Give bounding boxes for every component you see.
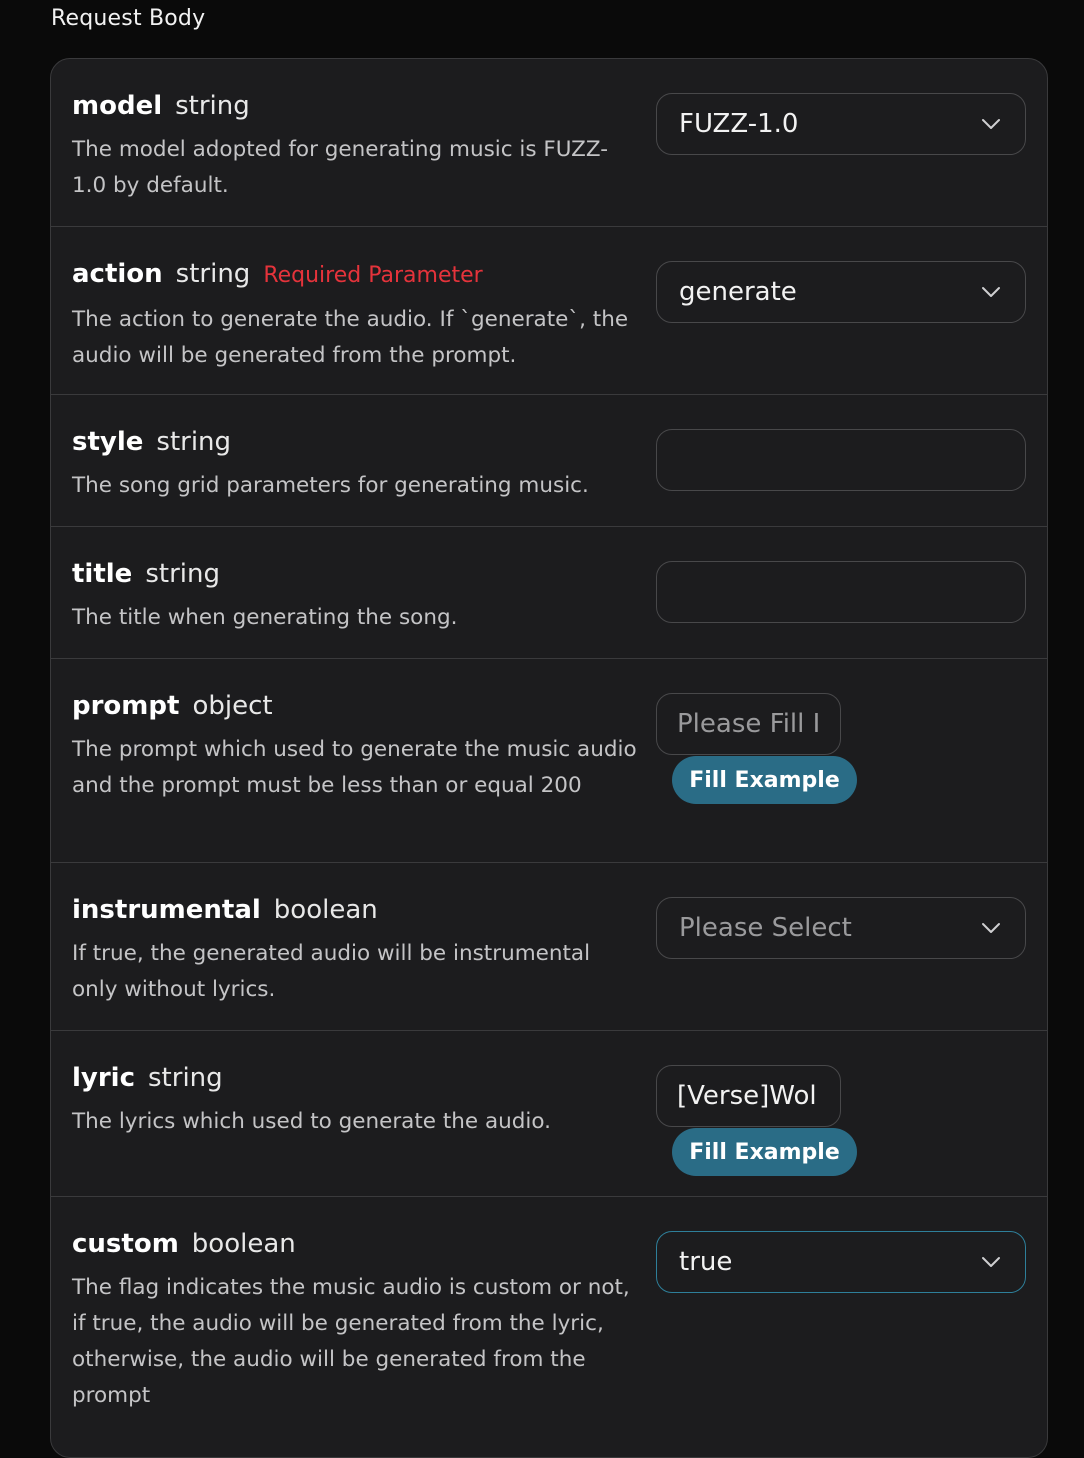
- select-value: true: [679, 1247, 733, 1277]
- field-type: string: [148, 1063, 223, 1093]
- required-badge: Required Parameter: [263, 263, 483, 288]
- action-select[interactable]: [656, 261, 1026, 323]
- chevron-down-icon: [979, 280, 1003, 304]
- field-description: If true, the generated audio will be instrumental only without lyrics.: [72, 941, 591, 1002]
- field-name: model: [72, 91, 163, 121]
- select-value: generate: [679, 277, 797, 307]
- select-placeholder: Please Select: [679, 913, 852, 943]
- model-select[interactable]: [656, 93, 1026, 155]
- field-name: prompt: [72, 691, 180, 721]
- field-row-custom: [51, 1197, 1047, 1458]
- field-row-action: [51, 227, 1047, 395]
- field-name: lyric: [72, 1063, 136, 1093]
- fill-example-button[interactable]: Fill Example: [672, 756, 857, 804]
- field-name: instrumental: [72, 895, 261, 925]
- field-row-prompt: [51, 659, 1047, 863]
- select-value: FUZZ-1.0: [679, 109, 799, 139]
- field-description: The song grid parameters for generating music.: [72, 473, 589, 498]
- field-type: string: [175, 259, 251, 289]
- chevron-down-icon: [979, 916, 1003, 940]
- style-input[interactable]: [656, 429, 1026, 491]
- field-type: boolean: [273, 895, 378, 925]
- field-name: title: [72, 559, 133, 589]
- field-row-style: [51, 395, 1047, 527]
- prompt-input[interactable]: [656, 693, 841, 755]
- lyric-input[interactable]: [656, 1065, 841, 1127]
- field-description: The action to generate the audio. If `generate`, the audio will be generated from the prompt.: [72, 307, 629, 368]
- field-row-lyric: [51, 1031, 1047, 1197]
- field-type: boolean: [191, 1229, 296, 1259]
- field-name: action: [72, 259, 163, 289]
- request-body-panel: [50, 58, 1048, 1458]
- instrumental-select[interactable]: [656, 897, 1026, 959]
- field-row-model: [51, 59, 1047, 227]
- field-name: style: [72, 427, 144, 457]
- field-type: string: [175, 91, 250, 121]
- field-description: The model adopted for generating music is FUZZ-1.0 by default.: [72, 137, 608, 198]
- field-type: object: [192, 691, 273, 721]
- field-name: custom: [72, 1229, 179, 1259]
- chevron-down-icon: [979, 1250, 1003, 1274]
- field-type: string: [145, 559, 220, 589]
- field-row-title: [51, 527, 1047, 659]
- field-type: string: [156, 427, 232, 457]
- field-row-instrumental: [51, 863, 1047, 1031]
- field-description: The title when generating the song.: [72, 605, 458, 630]
- chevron-down-icon: [979, 112, 1003, 136]
- field-description: The lyrics which used to generate the audio.: [72, 1109, 551, 1134]
- custom-select[interactable]: [656, 1231, 1026, 1293]
- section-title: Request Body: [51, 6, 206, 31]
- title-input[interactable]: [656, 561, 1026, 623]
- fill-example-button[interactable]: Fill Example: [672, 1128, 857, 1176]
- field-description: The prompt which used to generate the music audio and the prompt must be less than or equal 200: [72, 737, 637, 798]
- field-description: The flag indicates the music audio is custom or not, if true, the audio will be generated from the lyric, otherwise, the audio will be generated from the prompt: [72, 1275, 630, 1408]
